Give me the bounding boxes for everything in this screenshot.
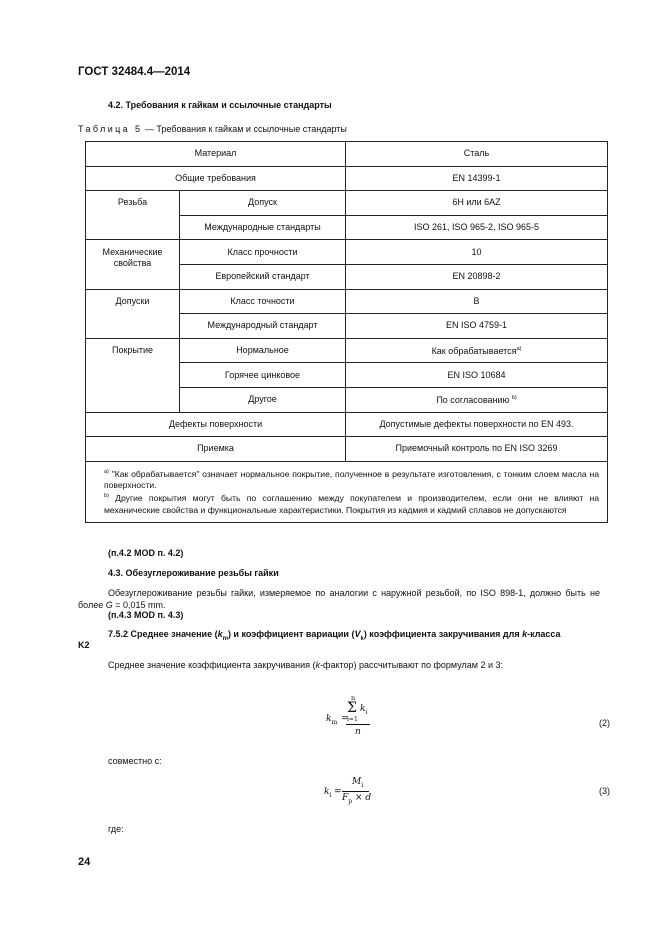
jointly-with-text: совместно с: bbox=[108, 756, 162, 766]
fraction-bar bbox=[342, 791, 369, 792]
document-title: ГОСТ 32484.4—2014 bbox=[78, 66, 191, 78]
ki-var-sub: i bbox=[365, 708, 368, 716]
table-caption bbox=[78, 124, 347, 134]
group-mechanical: Механические свойства bbox=[86, 240, 180, 289]
footnote-b-mark: b) bbox=[104, 493, 109, 500]
formula-2-denominator bbox=[355, 727, 361, 737]
header-material: Материал bbox=[86, 142, 346, 167]
cell-value: 6H или 6AZ bbox=[346, 191, 608, 216]
vk-subscript: k bbox=[360, 635, 364, 642]
normal-value-text: Как обрабатывается bbox=[431, 346, 517, 357]
vk-symbol: V bbox=[354, 629, 361, 639]
k-italic: k bbox=[522, 629, 528, 639]
heading-text: ) коэффициента закручивания для bbox=[363, 629, 523, 639]
cell-value: Допустимые дефекты поверхности по EN 493. bbox=[346, 412, 608, 437]
table-row bbox=[86, 191, 608, 216]
sum-term bbox=[360, 704, 367, 716]
ki-var-sub: i bbox=[329, 791, 332, 799]
footnote-a bbox=[92, 467, 599, 492]
f-var-sub: p bbox=[348, 797, 353, 805]
formula-3-denominator bbox=[342, 793, 371, 805]
table-caption-text: — Требования к гайкам и ссылочные стандарты bbox=[142, 124, 347, 134]
cell-label: Горячее цинковое bbox=[180, 363, 346, 388]
formula-2-equals: = bbox=[341, 714, 349, 724]
table-row bbox=[86, 412, 608, 437]
formula-3-lhs bbox=[324, 787, 331, 799]
n-var: n bbox=[355, 727, 361, 737]
table-row bbox=[86, 240, 608, 265]
group-thread: Резьба bbox=[86, 191, 180, 240]
where-text: где: bbox=[108, 824, 124, 834]
times-sign: × bbox=[354, 793, 363, 803]
m-var-sub: i bbox=[361, 781, 364, 789]
section-4-3-heading: 4.3. Обезуглероживание резьбы гайки bbox=[108, 568, 279, 578]
intro-text: Среднее значение коэффициента закручивания ( bbox=[108, 660, 316, 670]
cell-label: Общие требования bbox=[86, 166, 346, 191]
cell-label: Класс прочности bbox=[180, 240, 346, 265]
footnote-ref-a: а) bbox=[516, 346, 522, 353]
cell-label: Допуск bbox=[180, 191, 346, 216]
requirements-table bbox=[85, 141, 608, 523]
mod-note-4-3: (п.4.3 MOD п. 4.3) bbox=[108, 610, 184, 620]
km-var-sub: m bbox=[331, 718, 338, 726]
f-var: F bbox=[342, 793, 349, 803]
heading-text: 7.5.2 Среднее значение ( bbox=[108, 629, 218, 639]
g-symbol: G bbox=[105, 600, 113, 610]
section-4-3-paragraph bbox=[78, 587, 600, 611]
table-footnotes bbox=[86, 461, 608, 522]
formula-3-equals: = bbox=[334, 787, 342, 797]
cell-label: Дефекты поверхности bbox=[86, 412, 346, 437]
footnote-ref-b: b) bbox=[511, 395, 517, 402]
km-symbol: k bbox=[217, 629, 223, 639]
table-row bbox=[86, 166, 608, 191]
cell-label: Европейский стандарт bbox=[180, 264, 346, 289]
table-footnotes-row bbox=[86, 461, 608, 522]
cell-value: B bbox=[346, 289, 608, 314]
cell-value: 10 bbox=[346, 240, 608, 265]
d-var: d bbox=[365, 793, 372, 803]
table-caption-label: Таблица 5 bbox=[78, 124, 143, 134]
mod-note-4-2: (п.4.2 MOD п. 4.2) bbox=[108, 548, 184, 558]
footnote-b bbox=[92, 491, 599, 516]
paragraph-text: Обезуглероживание резьбы гайки, измеряемое по аналогии с наружной резьбой, по ISO 898-1, должно быть не более bbox=[78, 588, 600, 610]
formula-2-lhs bbox=[326, 714, 337, 726]
cell-label: Класс точности bbox=[180, 289, 346, 314]
equation-number-2: (2) bbox=[599, 718, 610, 728]
km-subscript: m bbox=[222, 635, 228, 642]
fraction-bar bbox=[346, 724, 370, 725]
cell-value: EN ISO 10684 bbox=[346, 363, 608, 388]
table-row bbox=[86, 338, 608, 363]
table-row bbox=[86, 142, 608, 167]
header-steel: Сталь bbox=[346, 142, 608, 167]
paragraph-text: = 0,015 mm. bbox=[112, 600, 166, 610]
formula-3-numerator bbox=[352, 777, 363, 789]
ki-var: k bbox=[360, 704, 366, 714]
group-tolerances: Допуски bbox=[86, 289, 180, 338]
group-coating: Покрытие bbox=[86, 338, 180, 412]
footnote-b-text: Другие покрытия могут быть по соглашению между покупателем и производителем, если они не влияют на механические свойства и функциональные характеристики. Покрытия из кадмия и кадмий сплавов не допускаются bbox=[104, 493, 600, 515]
sum-upper-limit: n bbox=[351, 694, 356, 702]
footnote-a-mark: а) bbox=[104, 468, 109, 475]
sum-sigma: Σ bbox=[347, 700, 357, 716]
sum-lower-limit: i=1 bbox=[347, 716, 358, 723]
cell-value: ISO 261, ISO 965-2, ISO 965-5 bbox=[346, 215, 608, 240]
cell-label: Нормальное bbox=[180, 338, 346, 363]
page-number: 24 bbox=[78, 856, 91, 868]
section-7-5-2-heading bbox=[78, 627, 600, 646]
cell-label: Международный стандарт bbox=[180, 314, 346, 339]
heading-text: -класса bbox=[527, 629, 561, 639]
heading-text: ) и коэффициент вариации ( bbox=[227, 629, 355, 639]
ki-var: k bbox=[324, 787, 330, 797]
table-row bbox=[86, 437, 608, 462]
section-7-5-2-intro bbox=[108, 659, 503, 671]
km-var: k bbox=[326, 714, 332, 724]
equation-number-3: (3) bbox=[599, 786, 610, 796]
cell-value bbox=[346, 338, 608, 363]
cell-value: EN ISO 4759-1 bbox=[346, 314, 608, 339]
cell-label: Приемка bbox=[86, 437, 346, 462]
cell-label: Международные стандарты bbox=[180, 215, 346, 240]
k-factor-symbol: k bbox=[315, 660, 321, 670]
section-4-2-heading: 4.2. Требования к гайкам и ссылочные стандарты bbox=[108, 100, 332, 110]
cell-value: EN 20898-2 bbox=[346, 264, 608, 289]
cell-label: Другое bbox=[180, 387, 346, 412]
section-7-5-2-heading-line2: K2 bbox=[78, 640, 90, 650]
cell-value: EN 14399-1 bbox=[346, 166, 608, 191]
other-value-text: По согласованию bbox=[436, 395, 510, 406]
intro-text: -фактор) рассчитывают по формулам 2 и 3: bbox=[320, 660, 503, 670]
cell-value: Приемочный контроль по EN ISO 3269 bbox=[346, 437, 608, 462]
footnote-a-text: "Как обрабатывается" означает нормальное покрытие, полученное в результате изготовления, с тонким слоем масла на поверхности. bbox=[104, 468, 600, 491]
m-var: M bbox=[352, 777, 362, 787]
table-row bbox=[86, 289, 608, 314]
cell-value bbox=[346, 387, 608, 412]
